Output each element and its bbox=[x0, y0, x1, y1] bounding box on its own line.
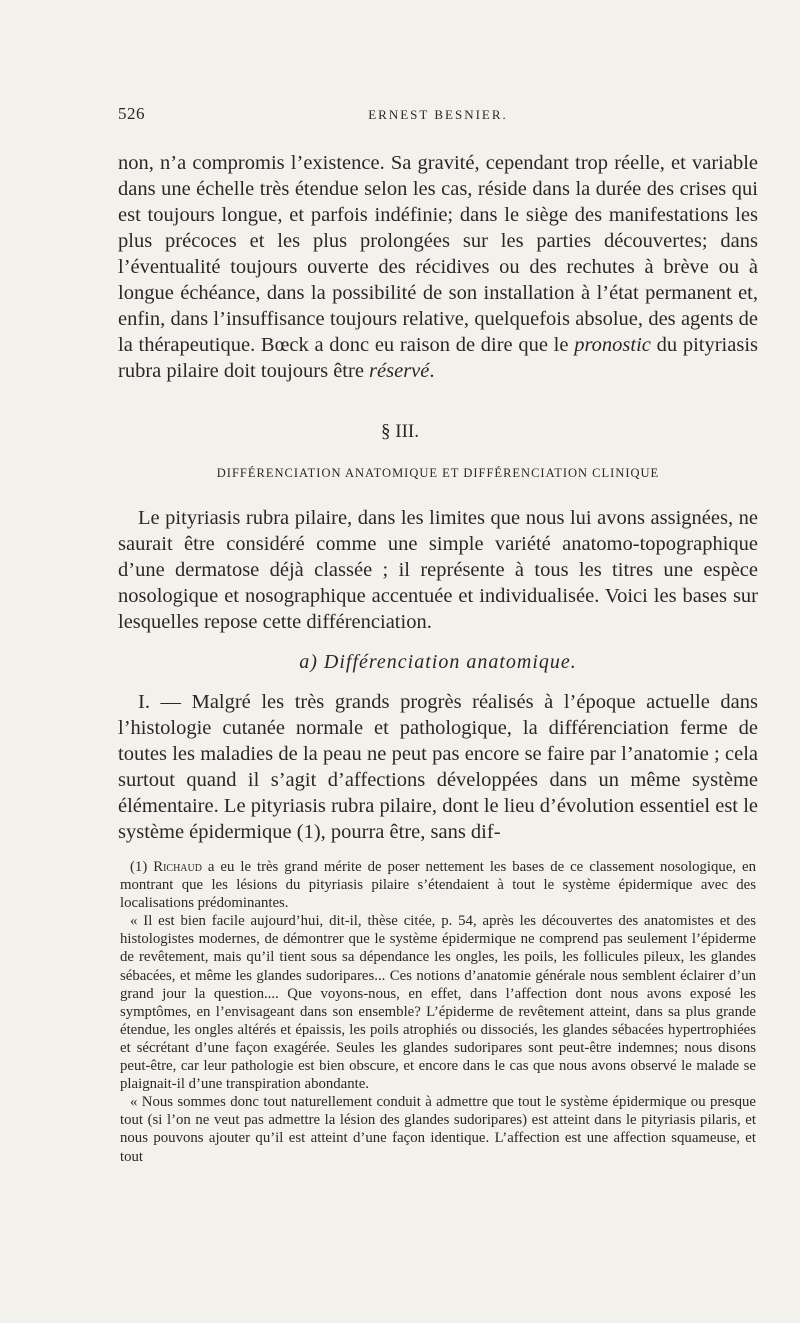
footnotes bbox=[120, 858, 756, 1166]
running-head: ERNEST BESNIER. bbox=[368, 107, 508, 122]
footnote-1-text: a eu le très grand mérite de poser nettement les bases de ce classement nosologique, en montrant que les lésions du pityriasis pilaire s’étendaient à tout le système épidermique avec des localisations prédominantes. bbox=[120, 859, 756, 912]
page-header bbox=[118, 104, 758, 128]
footnote-quote-2: « Nous sommes donc tout naturellement conduit à admettre que tout le système épidermique ou presque tout (si l’on ne veut pas admettre la lésion des glandes sudoripares) est atteint dans le pityriasis pilaris, et nous pouvons ajouter qu’il est atteint d’une façon identique. L’affection est une affection squameuse, et tout bbox=[120, 1094, 756, 1165]
subsection-heading: Différenciation anatomique. bbox=[323, 651, 577, 673]
term-pronostic: pronostic bbox=[574, 334, 651, 356]
page-number: 526 bbox=[118, 104, 145, 123]
section-title: DIFFÉRENCIATION ANATOMIQUE ET DIFFÉRENCIATION CLINIQUE bbox=[216, 466, 660, 480]
footnote-quote-1: « Il est bien facile aujourd’hui, dit-il, thèse citée, p. 54, après les découvertes des anatomistes et des histologistes modernes, de démontrer que le système épidermique ne comprend pas seulement l’épiderme de revêtement, mais qu’il tient sous sa dépendance les ongles, les poils, les follicules pileux, les glandes sébacées, et même les glandes sudoripares... Ces notions d’anatomie générale nous semblent éclairer d’un grand jour la question.... Que voyons-nous, en effet, dans l’affection dont nous avons exposé les symptômes, en l’envisageant dans son ensemble? L’épiderme de revêtement atteint, dans sa plus grande étendue, les ongles altérés et épaissis, les poils atrophiés ou dissociés, les glandes sébacées hypertrophiées et sécrétant d’une façon exagérée. Seules les glandes sudoripares sont peut-être indemnes; nous disons peut-être, car leur pathologie est bien obscure, et encore dans le cas que nous avons observé le malade se plaignait-il d’une transpiration abondante. bbox=[120, 913, 756, 1093]
footnote-author-name: Richaud bbox=[153, 859, 202, 875]
footnote-marker: (1) bbox=[130, 859, 154, 875]
footnote-1 bbox=[120, 858, 756, 912]
term-reserve: réservé bbox=[369, 360, 430, 382]
section-number: § III. bbox=[381, 421, 419, 442]
paragraph-prognosis-text-1: non, n’a compromis l’existence. Sa gravité, cependant trop réelle, et variable dans une échelle très étendue selon les cas, réside dans la durée des crises qui est toujours longue, et parfois indéfinie; dans le siège des manifestations les plus précoces et les plus prolongées sur les parties découvertes; dans l’éventualité toujours ouverte des récidives ou des rechutes à brève ou à longue échéance, dans la possibilité de son installation à l’état permanent et, enfin, dans l’insuffisance toujours relative, quelquefois absolue, des agents de la thérapeutique. Bœck a donc eu raison de dire que le bbox=[118, 152, 758, 356]
subsection-title bbox=[118, 651, 758, 674]
paragraph-anatomy: I. — Malgré les très grands progrès réalisés à l’époque actuelle dans l’histologie cutanée normale et pathologique, la différenciation ferme de toutes les maladies de la peau ne peut pas encore se faire par l’anatomie ; cela surtout quand il s’agit d’affections développées dans un même système élémentaire. Le pityriasis rubra pilaire, dont le lieu d’évolution essentiel est le système épidermique (1), pourra être, sans dif- bbox=[118, 691, 758, 843]
paragraph-prognosis-text-3: . bbox=[429, 360, 435, 382]
paragraph-differentiation: Le pityriasis rubra pilaire, dans les limites que nous lui avons assignées, ne saurait être considéré comme une simple variété anatomo-topographique d’une dermatose déjà classée ; il représente à tous les titres une espèce nosologique et nosographique accentuée et individualisée. Voici les bases sur lesquelles repose cette différenciation. bbox=[118, 507, 758, 633]
paragraph-prognosis-text-2: du pityriasis rubra pilaire doit toujours être bbox=[118, 334, 758, 382]
subsection-label: a) bbox=[299, 651, 318, 673]
paragraph-prognosis bbox=[118, 150, 758, 384]
